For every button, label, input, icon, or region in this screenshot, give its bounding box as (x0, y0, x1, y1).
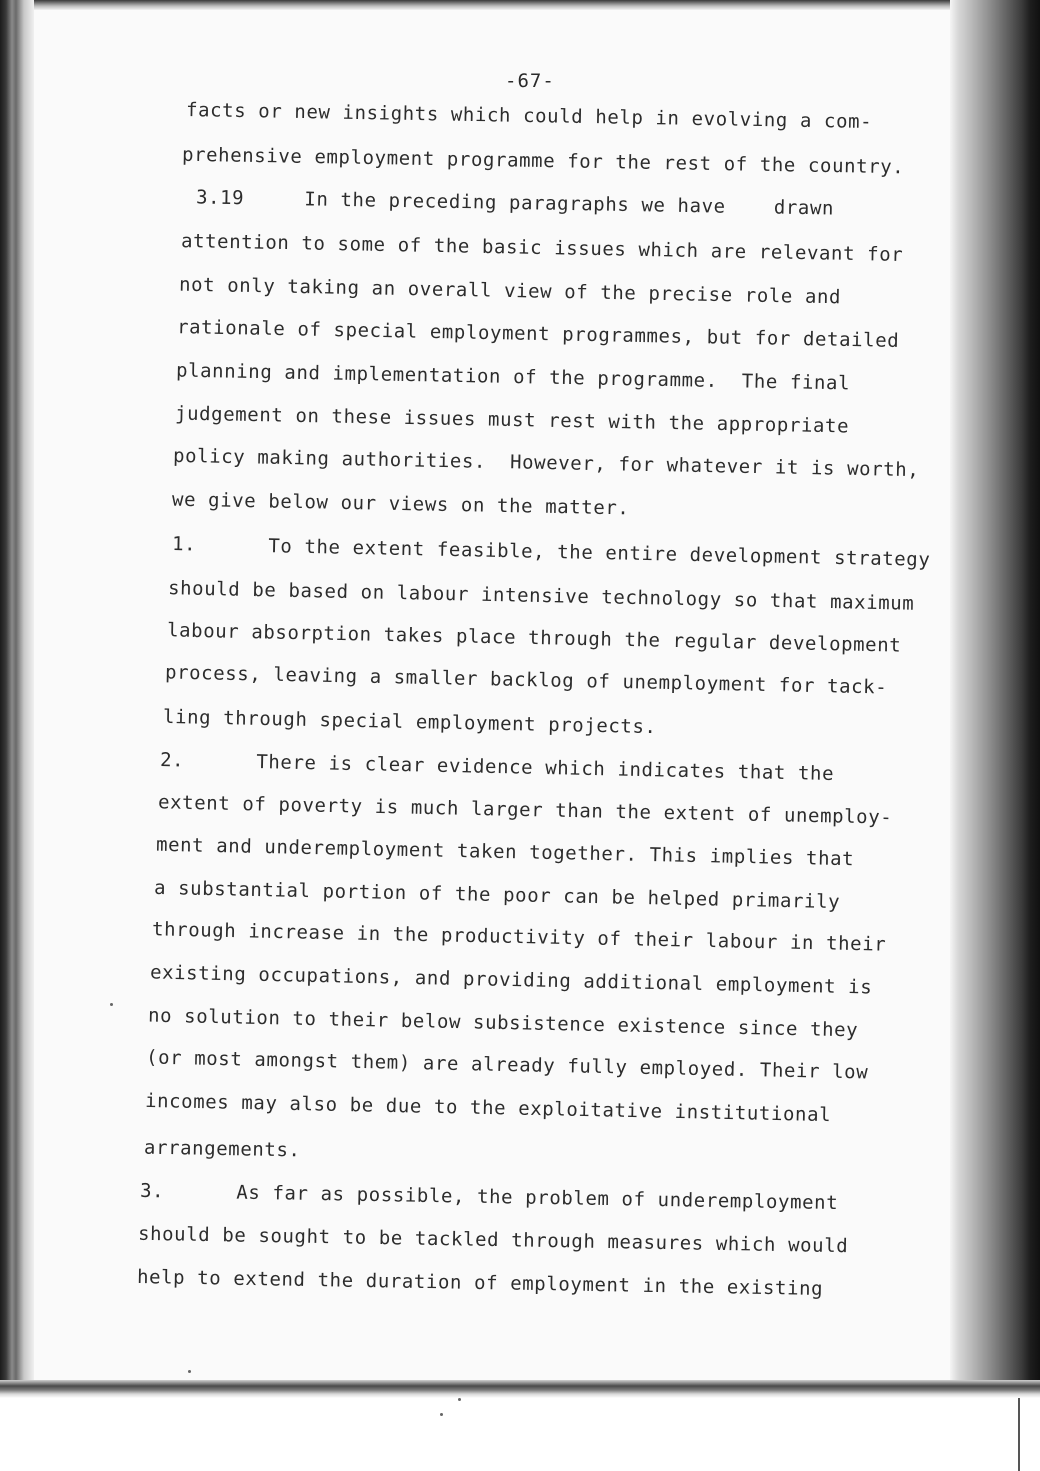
text-line: should be based on labour intensive technology so that maximum (167, 577, 915, 615)
text-line: we give below our views on the matter. (171, 488, 630, 520)
text-line: extent of poverty is much larger than the extent of unemploy- (157, 791, 893, 829)
text-line: attention to some of the basic issues which are relevant for (180, 230, 904, 266)
text-line: 1. To the extent feasible, the entire development strategy (171, 533, 931, 571)
scan-speck (440, 1413, 443, 1416)
text-line: labour absorption takes place through the regular development (166, 619, 902, 657)
text-line: policy making authorities. However, for whatever it is worth, (172, 444, 920, 482)
scan-speck (110, 1003, 113, 1006)
text-line: (or most amongst them) are already fully employed. Their low (145, 1046, 869, 1084)
text-line: planning and implementation of the programme. The final (175, 359, 851, 395)
text-line: 2. There is clear evidence which indicates that the (159, 748, 835, 786)
text-line: incomes may also be due to the exploitative institutional (144, 1089, 832, 1127)
text-line: prehensive employment programme for the rest of the country. (181, 143, 905, 179)
top-shadow (0, 0, 1040, 10)
page-bottom-edge (0, 1380, 1040, 1398)
right-edge-line (1018, 1398, 1020, 1471)
scan-speck (458, 1398, 461, 1401)
right-binding-shadow (950, 0, 1040, 1395)
text-line: should be sought to be tackled through measures which would (137, 1222, 849, 1258)
text-line: rationale of special employment programmes, but for detailed (176, 316, 900, 352)
page-number: -67- (505, 70, 555, 92)
text-line: 3.19 In the preceding paragraphs we have drawn (195, 186, 835, 220)
text-line: through increase in the productivity of their labour in their (151, 918, 887, 956)
text-line: not only taking an overall view of the precise role and (178, 273, 842, 309)
text-line: 3. As far as possible, the problem of underemployment (139, 1179, 839, 1215)
text-line: arrangements. (143, 1136, 301, 1162)
text-line: ling through special employment projects. (162, 705, 657, 739)
text-line: existing occupations, and providing additional employment is (149, 961, 873, 999)
text-line: ment and underemployment taken together. This implies that (155, 833, 855, 871)
text-line: judgement on these issues must rest with the appropriate (174, 402, 850, 438)
text-line: no solution to their below subsistence existence since they (147, 1004, 859, 1042)
text-line: help to extend the duration of employment in the existing (136, 1266, 824, 1300)
text-line: a substantial portion of the poor can be helped primarily (153, 876, 841, 914)
below-page-area (0, 1398, 1040, 1471)
left-binding-shadow (0, 0, 34, 1395)
scan-speck (188, 1370, 191, 1373)
text-line: process, leaving a smaller backlog of unemployment for tack- (164, 661, 888, 699)
text-line: facts or new insights which could help in evolving a com- (185, 99, 873, 133)
